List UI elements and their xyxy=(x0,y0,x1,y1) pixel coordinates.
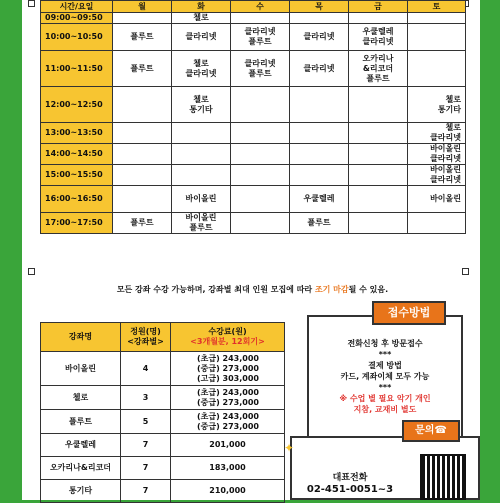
schedule-class-cell xyxy=(408,165,466,186)
schedule-class-cell xyxy=(408,123,466,144)
notice-suffix: 될 수 있음. xyxy=(348,285,389,294)
schedule-class-cell xyxy=(172,24,231,51)
schedule-class-cell xyxy=(349,13,408,24)
class-name: 플루트 xyxy=(248,37,272,46)
class-name: 오카리나 xyxy=(362,53,394,63)
class-name: 클라리넷 xyxy=(303,63,335,73)
schedule-time-cell: 11:00~11:50 xyxy=(41,51,113,87)
fee-course-name: 바이올린 xyxy=(41,352,121,386)
fee-table xyxy=(40,322,285,503)
schedule-class-cell xyxy=(113,213,172,234)
schedule-class-cell xyxy=(408,51,466,87)
fee-row xyxy=(41,457,285,480)
schedule-time-cell: 17:00~17:50 xyxy=(41,213,113,234)
class-name: 첼로 xyxy=(445,123,461,132)
apply-line: 카드, 계좌이체 모두 가능 xyxy=(340,372,430,381)
schedule-row xyxy=(41,186,466,213)
class-name: 우쿨렐레 xyxy=(303,194,335,203)
schedule-class-cell xyxy=(231,13,290,24)
class-name: 클라리넷 xyxy=(430,133,461,142)
schedule-time-cell: 16:00~16:50 xyxy=(41,186,113,213)
schedule-class-cell xyxy=(113,186,172,213)
schedule-class-cell xyxy=(290,213,349,234)
sparkle-icon: ✦ xyxy=(284,441,295,455)
schedule-class-cell xyxy=(290,87,349,123)
schedule-class-cell xyxy=(172,165,231,186)
class-name: 클라리넷 xyxy=(185,32,217,41)
schedule-row xyxy=(41,87,466,123)
class-name: 클라리넷 xyxy=(303,32,335,41)
fee-price-line: (초급) 243,000 xyxy=(197,353,259,363)
class-name: 바이올린 xyxy=(430,144,461,153)
schedule-class-cell xyxy=(113,87,172,123)
schedule-row xyxy=(41,165,466,186)
schedule-class-cell xyxy=(113,51,172,87)
schedule-header-cell: 금 xyxy=(349,1,408,13)
class-name: 플루트 xyxy=(130,218,154,227)
schedule-table xyxy=(40,0,466,234)
fee-course-name: 우쿨렐레 xyxy=(41,434,121,457)
schedule-class-cell xyxy=(408,24,466,51)
contact-title: 문의☎ xyxy=(402,420,460,442)
schedule-row xyxy=(41,24,466,51)
schedule-class-cell xyxy=(113,13,172,24)
fee-course-name: 통기타 xyxy=(41,480,121,503)
fee-row xyxy=(41,480,285,503)
notice-highlight: 조기 마감 xyxy=(314,285,349,294)
apply-warning-line: ※ 수업 별 필요 악기 개인 xyxy=(339,394,431,403)
fee-prices xyxy=(171,480,285,503)
fee-header-sub: <3개월분, 12회기> xyxy=(190,337,265,346)
schedule-time-cell: 15:00~15:50 xyxy=(41,165,113,186)
fee-capacity: 7 xyxy=(121,434,171,457)
apply-line: *** xyxy=(378,350,392,359)
apply-line: 결제 방법 xyxy=(368,361,402,370)
class-name: 플루트 xyxy=(366,73,390,83)
fee-header-fee xyxy=(171,323,285,352)
fee-capacity: 7 xyxy=(121,480,171,503)
fee-capacity: 4 xyxy=(121,352,171,386)
fee-price-line: (중급) 273,000 xyxy=(197,397,259,407)
class-name: 첼로 xyxy=(193,58,209,68)
schedule-class-cell xyxy=(349,87,408,123)
schedule-time-cell: 13:00~13:50 xyxy=(41,123,113,144)
schedule-class-cell xyxy=(172,123,231,144)
fee-price-line: (고급) 303,000 xyxy=(197,373,259,383)
schedule-class-cell xyxy=(172,144,231,165)
frame-corner-handle xyxy=(462,268,469,275)
schedule-class-cell xyxy=(113,165,172,186)
schedule-class-cell xyxy=(290,24,349,51)
schedule-class-cell xyxy=(172,13,231,24)
fee-row xyxy=(41,352,285,386)
schedule-header-cell: 목 xyxy=(290,1,349,13)
capacity-header-sub: <강좌별> xyxy=(127,337,164,346)
schedule-class-cell xyxy=(113,24,172,51)
schedule-class-cell xyxy=(290,186,349,213)
schedule-row xyxy=(41,213,466,234)
fee-header-label: 수강료(원) xyxy=(208,327,247,336)
schedule-class-cell xyxy=(231,24,290,51)
fee-course-name: 플루트 xyxy=(41,410,121,434)
schedule-class-cell xyxy=(349,165,408,186)
fee-prices xyxy=(171,352,285,386)
schedule-class-cell xyxy=(408,144,466,165)
schedule-class-cell xyxy=(349,213,408,234)
fee-prices xyxy=(171,410,285,434)
schedule-class-cell xyxy=(349,51,408,87)
capacity-header-label: 정원(명) xyxy=(130,327,161,336)
schedule-class-cell xyxy=(113,123,172,144)
schedule-class-cell xyxy=(290,123,349,144)
schedule-row xyxy=(41,123,466,144)
notice-text xyxy=(40,284,465,295)
schedule-header-cell: 수 xyxy=(231,1,290,13)
fee-price-line: (중급) 273,000 xyxy=(197,363,259,373)
fee-prices xyxy=(171,457,285,480)
contact-phone: 02-451-0051~3 xyxy=(306,484,394,495)
class-name: 플루트 xyxy=(130,32,154,41)
class-name: 클라리넷 xyxy=(362,37,394,46)
class-name: 통기타 xyxy=(189,104,213,114)
schedule-class-cell xyxy=(290,165,349,186)
fee-header-course: 강좌명 xyxy=(41,323,121,352)
schedule-class-cell xyxy=(172,186,231,213)
frame-corner-handle xyxy=(28,268,35,275)
class-name: 바이올린 xyxy=(430,165,461,174)
class-name: &리코더 xyxy=(362,63,394,73)
apply-warning-line: 지참, 교재비 별도 xyxy=(353,405,417,414)
fee-row xyxy=(41,434,285,457)
schedule-time-cell: 12:00~12:50 xyxy=(41,87,113,123)
schedule-class-cell xyxy=(231,51,290,87)
schedule-class-cell xyxy=(113,144,172,165)
class-name: 바이올린 xyxy=(185,194,217,203)
fee-price-line: (초급) 243,000 xyxy=(197,387,259,397)
class-name: 바이올린 xyxy=(430,194,461,203)
notice-prefix: 모든 강좌 수강 가능하며, 강좌별 최대 인원 모집에 따라 xyxy=(116,285,315,294)
schedule-time-cell: 14:00~14:50 xyxy=(41,144,113,165)
class-name: 클라리넷 xyxy=(244,27,276,36)
frame-corner-handle xyxy=(28,0,35,7)
fee-capacity: 7 xyxy=(121,457,171,480)
schedule-class-cell xyxy=(231,144,290,165)
class-name: 플루트 xyxy=(130,63,154,73)
class-name: 플루트 xyxy=(307,218,331,227)
schedule-class-cell xyxy=(290,13,349,24)
schedule-row xyxy=(41,51,466,87)
schedule-class-cell xyxy=(231,213,290,234)
schedule-time-cell: 10:00~10:50 xyxy=(41,24,113,51)
schedule-time-cell: 09:00~09:50 xyxy=(41,13,113,24)
schedule-header-cell: 토 xyxy=(408,1,466,13)
schedule-class-cell xyxy=(231,87,290,123)
schedule-header-cell: 화 xyxy=(172,1,231,13)
fee-header-row xyxy=(41,323,285,352)
schedule-class-cell xyxy=(408,213,466,234)
fee-price-line: 201,000 xyxy=(209,440,246,449)
class-name: 우쿨렐레 xyxy=(362,27,394,36)
apply-method-title: 접수방법 xyxy=(372,301,446,325)
schedule-class-cell xyxy=(172,51,231,87)
apply-method-text xyxy=(307,338,463,415)
fee-prices xyxy=(171,386,285,410)
fee-price-line: 210,000 xyxy=(209,486,246,495)
class-name: 클라리넷 xyxy=(244,58,276,68)
apply-line: 전화신청 후 방문접수 xyxy=(347,339,423,348)
schedule-class-cell xyxy=(290,144,349,165)
fee-course-name: 오카리나&리코더 xyxy=(41,457,121,480)
class-name: 첼로 xyxy=(193,94,209,104)
fee-price-line: (중급) 273,000 xyxy=(197,421,259,431)
class-name: 첼로 xyxy=(445,94,461,104)
schedule-class-cell xyxy=(349,186,408,213)
schedule-class-cell xyxy=(172,213,231,234)
fee-price-line: (초급) 243,000 xyxy=(197,411,259,421)
schedule-class-cell xyxy=(349,123,408,144)
schedule-class-cell xyxy=(231,123,290,144)
contact-label: 대표전화 xyxy=(332,473,368,483)
class-name: 통기타 xyxy=(437,104,461,114)
schedule-header-row xyxy=(41,1,466,13)
class-name: 바이올린 xyxy=(185,213,217,222)
schedule-row xyxy=(41,13,466,24)
class-name: 첼로 xyxy=(193,13,209,22)
schedule-class-cell xyxy=(349,24,408,51)
schedule-class-cell xyxy=(172,87,231,123)
class-name: 플루트 xyxy=(248,68,272,78)
schedule-row xyxy=(41,144,466,165)
schedule-class-cell xyxy=(349,144,408,165)
fee-price-line: 183,000 xyxy=(209,463,246,472)
class-name: 클라리넷 xyxy=(430,154,461,163)
schedule-class-cell xyxy=(231,165,290,186)
class-name: 클라리넷 xyxy=(430,175,461,184)
schedule-class-cell xyxy=(408,13,466,24)
fee-capacity: 3 xyxy=(121,386,171,410)
schedule-header-cell: 월 xyxy=(113,1,172,13)
schedule-class-cell xyxy=(290,51,349,87)
fee-prices xyxy=(171,434,285,457)
class-name: 클라리넷 xyxy=(185,68,217,78)
schedule-header-cell: 시간/요일 xyxy=(41,1,113,13)
fee-capacity: 5 xyxy=(121,410,171,434)
apply-line: *** xyxy=(378,383,392,392)
schedule-class-cell xyxy=(408,87,466,123)
qr-code-icon[interactable] xyxy=(420,454,466,500)
fee-header-capacity xyxy=(121,323,171,352)
class-name: 플루트 xyxy=(189,223,213,232)
schedule-class-cell xyxy=(231,186,290,213)
schedule-class-cell xyxy=(408,186,466,213)
fee-row xyxy=(41,386,285,410)
fee-row xyxy=(41,410,285,434)
fee-course-name: 첼로 xyxy=(41,386,121,410)
